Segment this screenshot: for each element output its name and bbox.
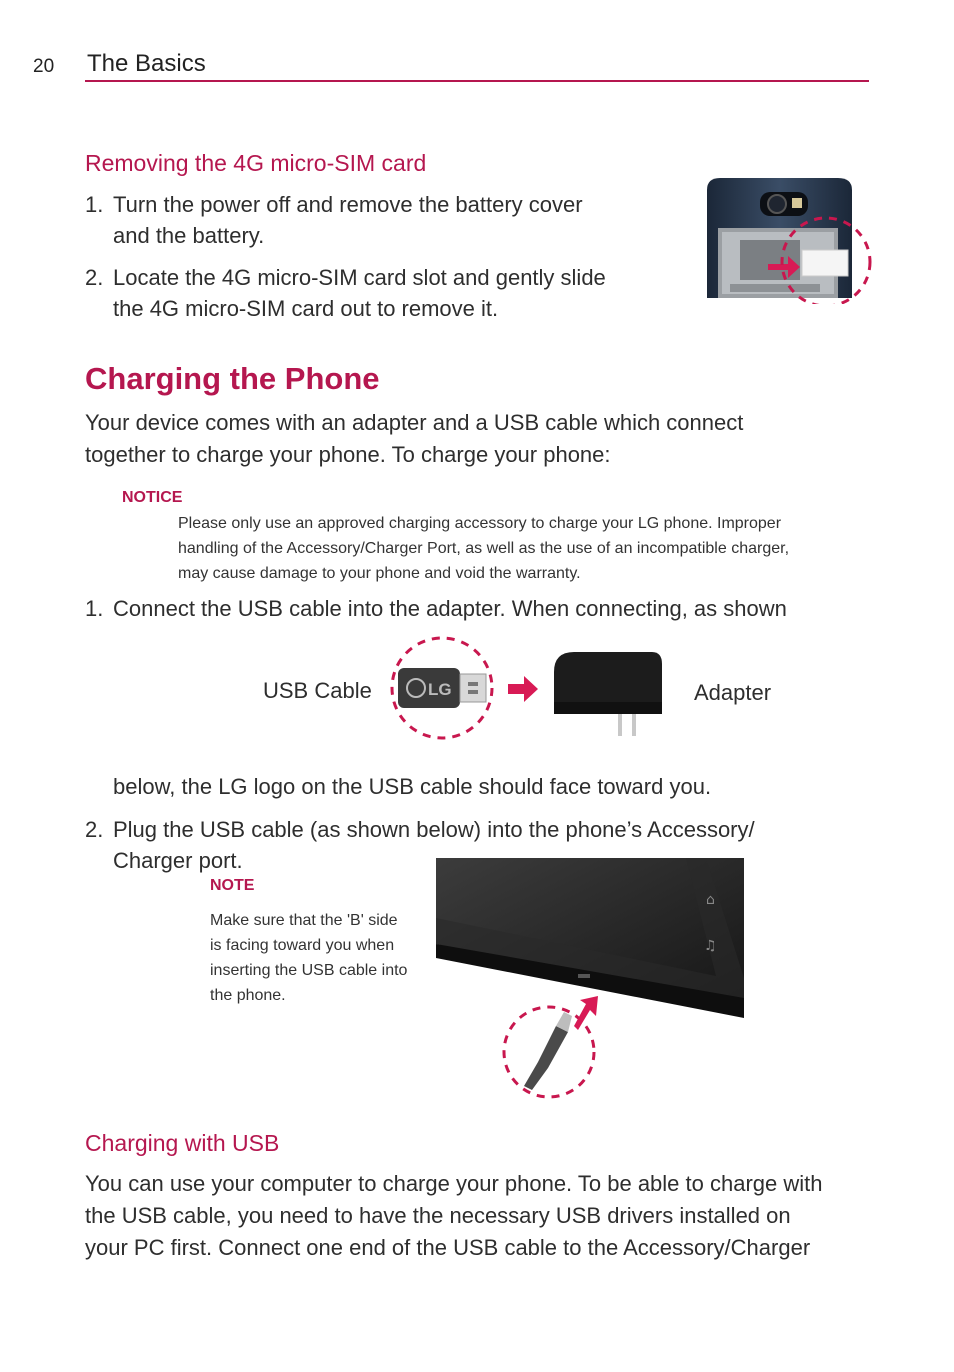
page-number: 20 [33, 56, 55, 77]
charging-title: Charging the Phone [85, 361, 380, 396]
adapter-label: Adapter [694, 680, 772, 705]
sim-step-2-line-2: the 4G micro-SIM card out to remove it. [113, 296, 499, 321]
sim-step-1-line-1: Turn the power off and remove the battery cover [113, 192, 583, 217]
usb-line-3: your PC first. Connect one end of the USB cable to the Accessory/Charger [85, 1235, 811, 1260]
sim-step-2-number: 2. [85, 265, 104, 290]
usb-line-1: You can use your computer to charge your phone. To be able to charge with [85, 1171, 823, 1196]
notice-line-1: Please only use an approved charging accessory to charge your LG phone. Improper [178, 515, 782, 532]
charging-step-2-line-1: Plug the USB cable (as shown below) into the phone’s Accessory/ [113, 817, 755, 842]
note-line-3: inserting the USB cable into [210, 962, 408, 979]
usb-line-2: the USB cable, you need to have the necessary USB drivers installed on [85, 1203, 791, 1228]
sim-step-1-line-2: and the battery. [113, 223, 265, 248]
charging-step-1-line-1: Connect the USB cable into the adapter. When connecting, as shown [113, 596, 787, 621]
phone-port-illustration [436, 858, 746, 1102]
lg-logo: LG [428, 680, 452, 699]
charging-step-1-line-2: below, the LG logo on the USB cable should face toward you. [113, 774, 712, 799]
usb-adapter-illustration [388, 632, 688, 744]
charging-step-1-number: 1. [85, 596, 104, 621]
sim-removal-illustration [700, 172, 880, 304]
sim-step-1 [85, 189, 665, 251]
arrow-up-icon [574, 996, 598, 1030]
usb-heading: Charging with USB [85, 1130, 280, 1156]
svg-text:♫: ♫ [704, 938, 717, 954]
sim-heading: Removing the 4G micro-SIM card [85, 150, 427, 176]
header-rule [85, 80, 869, 82]
charging-step-2-line-2: Charger port. [113, 848, 243, 873]
notice-line-2: handling of the Accessory/Charger Port, as well as the use of an incompatible charger, [178, 540, 790, 557]
note-label: NOTE [210, 877, 255, 894]
svg-text:⌂: ⌂ [706, 892, 715, 908]
notice-line-3: may cause damage to your phone and void the warranty. [178, 565, 581, 582]
notice-label: NOTICE [122, 489, 183, 506]
usb-cable-label: USB Cable [263, 678, 372, 703]
charging-intro-line-1: Your device comes with an adapter and a USB cable which connect [85, 410, 744, 435]
sim-step-1-number: 1. [85, 192, 104, 217]
sim-step-2-line-1: Locate the 4G micro-SIM card slot and gently slide [113, 265, 606, 290]
sim-step-2 [85, 262, 665, 324]
charging-intro-line-2: together to charge your phone. To charge your phone: [85, 442, 611, 467]
charging-step-2-number: 2. [85, 817, 104, 842]
usb-cable-plug [524, 1026, 568, 1090]
arrow-right-icon [508, 676, 538, 702]
note-line-4: the phone. [210, 987, 286, 1004]
section-title: The Basics [87, 50, 206, 77]
charging-step-1 [85, 593, 865, 624]
note-line-1: Make sure that the 'B' side [210, 912, 398, 929]
note-line-2: is facing toward you when [210, 937, 395, 954]
